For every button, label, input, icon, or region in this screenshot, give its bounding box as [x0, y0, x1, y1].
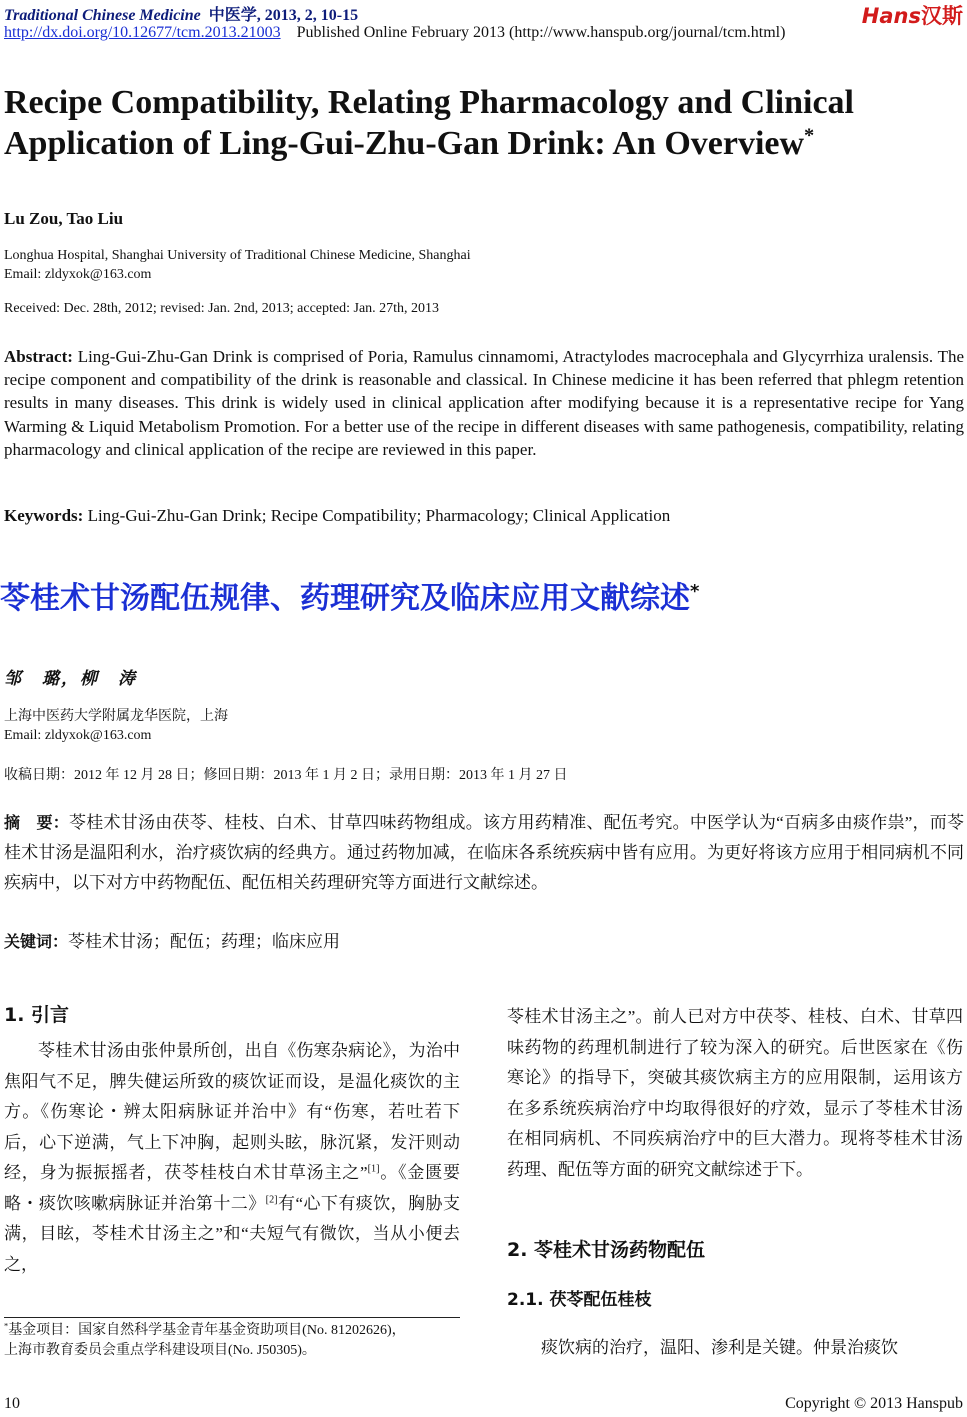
english-title-text: Recipe Compatibility, Relating Pharmacology and Clinical Application of Ling-Gui-Zhu-Gan Drink: An Overview — [4, 84, 854, 162]
english-keywords — [4, 506, 670, 526]
chinese-affiliation-block — [4, 707, 228, 745]
hans-logo — [862, 0, 963, 30]
footnote-line-2: 上海市教育委员会重点学科建设项目(No. J50305)。 — [4, 1343, 316, 1358]
english-affiliation-block — [4, 246, 471, 284]
footnote-mark: * — [4, 1321, 9, 1331]
footnote — [4, 1321, 464, 1361]
paragraph-text-b: 。《金匮要略・痰饮咳嗽病脉证并治第十二》 — [4, 1163, 461, 1213]
paragraph-text-a: 苓桂术甘汤由张仲景所创，出自《伤寒杂病论》，为治中焦阳气不足，脾失健运所致的痰饮证而设，是温化痰饮的主方。《伤寒论・辨太阳病脉证并治中》有“伤寒，若吐若下后，心下逆满，气上下冲胸，起则头眩，脉沉紧，发汗则动经，身为振振摇者，茯苓桂枝白术甘草汤主之” — [4, 1041, 460, 1182]
english-email: Email: zldyxok@163.com — [4, 267, 152, 282]
chinese-email: Email: zldyxok@163.com — [4, 728, 152, 743]
journal-name: Traditional Chinese Medicine — [4, 7, 201, 24]
doi-line — [4, 24, 785, 42]
chinese-keywords — [4, 927, 340, 952]
chinese-title — [0, 573, 699, 617]
section-1-paragraph — [4, 1036, 460, 1280]
section-2-1-paragraph: 痰饮病的治疗，温阳、渗利是关键。仲景治痰饮 — [541, 1338, 898, 1357]
abstract-label: Abstract: — [4, 347, 73, 366]
chinese-received-dates: 收稿日期：2012 年 12 月 28 日；修回日期：2013 年 1 月 2 日；录用日期：2013 年 1 月 27 日 — [4, 768, 568, 783]
chinese-title-text: 苓桂术甘汤配伍规律、药理研究及临床应用文献综述 — [0, 581, 690, 616]
english-abstract — [4, 345, 964, 461]
received-dates: Received: Dec. 28th, 2012; revised: Jan. 2nd, 2013; accepted: Jan. 27th, 2013 — [4, 301, 440, 316]
chinese-title-mark: * — [690, 581, 700, 602]
english-authors: Lu Zou, Tao Liu — [4, 209, 124, 228]
logo-text-cn: 汉斯 — [921, 4, 963, 28]
abstract-text: Ling-Gui-Zhu-Gan Drink is comprised of Poria, Ramulus cinnamomi, Atractylodes macrocephala and Glycyrrhiza uralensis. The recipe component and compatibility of the drink is reasonable and classical. In Chinese medicine it has been referred that phlegm retention results in many diseases. This drink is widely used in clinical application after modifying because it is a representative recipe for Yang Warming & Liquid Metabolism Promotion. For a better use of the recipe in different diseases with same pathogenesis, compatibility, relating pharmacology and clinical application of the recipe are reviewed in this paper. — [4, 347, 964, 459]
chinese-abstract-label: 摘 要： — [4, 813, 69, 832]
english-title — [4, 82, 944, 164]
section-1-paragraph-continued: 苓桂术甘汤主之”。前人已对方中茯苓、桂枝、白术、甘草四味药物的药理机制进行了较为深入的研究。后世医家在《伤寒论》的指导下，突破其痰饮病主方的应用限制，运用该方在多系统疾病治疗中均取得很好的疗效，显示了苓桂术甘汤在相同病机、不同疾病治疗中的巨大潜力。现将苓桂术甘汤药理、配伍等方面的研究文献综述于下。 — [507, 1007, 963, 1179]
section-2-1-heading: 2.1. 茯苓配伍桂枝 — [507, 1290, 652, 1310]
doi-link[interactable]: http://dx.doi.org/10.12677/tcm.2013.21003 — [4, 24, 281, 41]
title-footnote-mark: * — [804, 124, 815, 147]
section-1-heading: 1. 引言 — [4, 1004, 70, 1026]
english-affiliation: Longhua Hospital, Shanghai University of Traditional Chinese Medicine, Shanghai — [4, 248, 471, 263]
copyright: Copyright © 2013 Hanspub — [785, 1395, 963, 1412]
logo-text-en: Hans — [861, 4, 921, 28]
section-2-heading: 2. 苓桂术甘汤药物配伍 — [507, 1239, 706, 1261]
chinese-keywords-label: 关键词： — [4, 932, 69, 951]
chinese-authors: 邹 璐，柳 涛 — [4, 669, 137, 688]
footnote-line-1: 基金项目：国家自然科学基金青年基金资助项目(No. 81202626)， — [8, 1323, 406, 1338]
chinese-abstract — [4, 808, 964, 898]
journal-citation: 中医学, 2013, 2, 10-15 — [208, 7, 359, 24]
chinese-keywords-text: 苓桂术甘汤；配伍；药理；临床应用 — [68, 932, 341, 951]
journal-header — [4, 2, 358, 25]
citation-2[interactable]: [2] — [265, 1193, 278, 1205]
keywords-text: Ling-Gui-Zhu-Gan Drink; Recipe Compatibility; Pharmacology; Clinical Application — [87, 506, 671, 525]
paragraph-text-c: 有“心下有痰饮，胸胁支满，目眩，苓桂术甘汤主之”和“夫短气有微饮，当从小便去之， — [4, 1193, 460, 1274]
citation-1[interactable]: [1] — [367, 1163, 380, 1175]
keywords-label: Keywords: — [4, 506, 84, 525]
page-number: 10 — [4, 1395, 20, 1412]
footnote-divider — [4, 1317, 460, 1318]
chinese-affiliation: 上海中医药大学附属龙华医院，上海 — [4, 709, 228, 724]
chinese-abstract-text: 苓桂术甘汤由茯苓、桂枝、白术、甘草四味药物组成。该方用药精准、配伍考究。中医学认为“百病多由痰作祟”，而苓桂术甘汤是温阳利水，治疗痰饮病的经典方。通过药物加减，在临床各系统疾病中皆有应用。为更好将该方应用于相同病机不同疾病中，以下对方中药物配伍、配伍相关药理研究等方面进行文献综述。 — [4, 813, 964, 892]
published-online: Published Online February 2013 (http://www.hanspub.org/journal/tcm.html) — [296, 24, 786, 41]
